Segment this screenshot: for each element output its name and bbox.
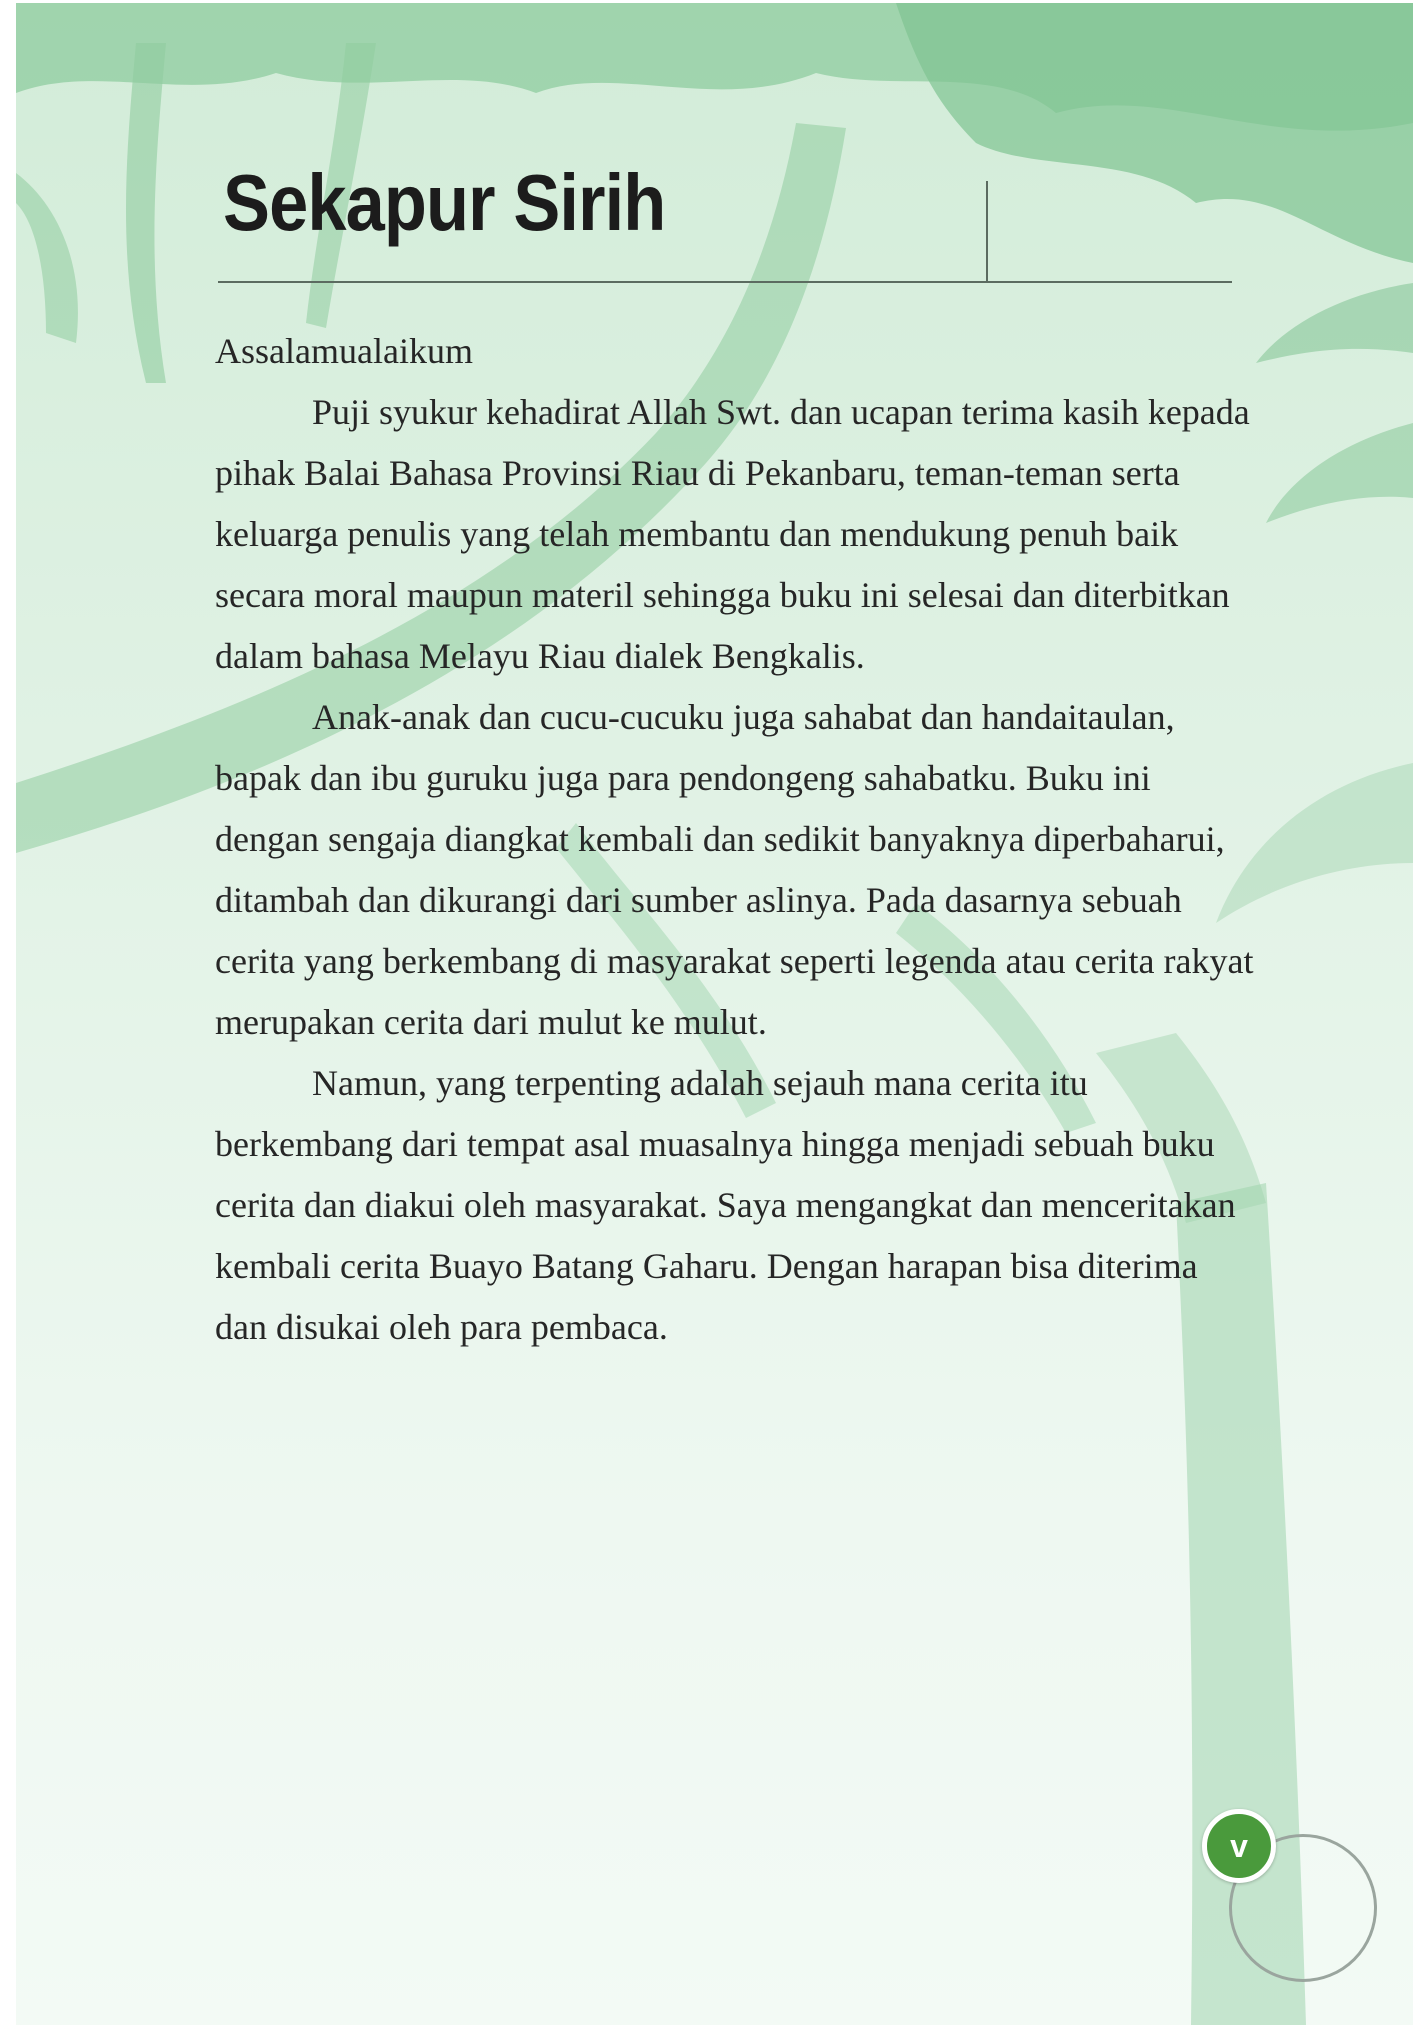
preface-text: [215, 321, 1255, 1358]
title-underline: [218, 281, 1232, 283]
paragraph-1: Puji syukur kehadirat Allah Swt. dan ucapan terima kasih kepada pihak Balai Bahasa Provinsi Riau di Pekanbaru, teman-teman serta keluarga penulis yang telah membantu dan mendukung penuh baik secara moral maupun materil sehingga buku ini selesai dan diterbitkan dalam bahasa Melayu Riau dialek Bengkalis.: [215, 392, 1250, 676]
book-page: [16, 3, 1413, 2025]
page-number-badge: v: [1202, 1809, 1276, 1883]
paragraph-3: Namun, yang terpenting adalah sejauh mana cerita itu berkembang dari tempat asal muasalnya hingga menjadi sebuah buku cerita dan diakui oleh masyarakat. Saya mengangkat dan menceritakan kembali cerita Buayo Batang Gaharu. Dengan harapan bisa diterima dan disukai oleh para pembaca.: [215, 1063, 1236, 1347]
paragraph-2: Anak-anak dan cucu-cucuku juga sahabat dan handaitaulan, bapak dan ibu guruku juga para pendongeng sahabatku. Buku ini dengan sengaja diangkat kembali dan sedikit banyaknya diperbaharui, ditambah dan dikurangi dari sumber aslinya. Pada dasarnya sebuah cerita yang berkembang di masyarakat seperti legenda atau cerita rakyat merupakan cerita dari mulut ke mulut.: [215, 697, 1254, 1042]
greeting: Assalamualaikum: [215, 331, 473, 371]
title-vertical-rule: [986, 181, 988, 281]
page-title: Sekapur Sirih: [223, 158, 666, 247]
